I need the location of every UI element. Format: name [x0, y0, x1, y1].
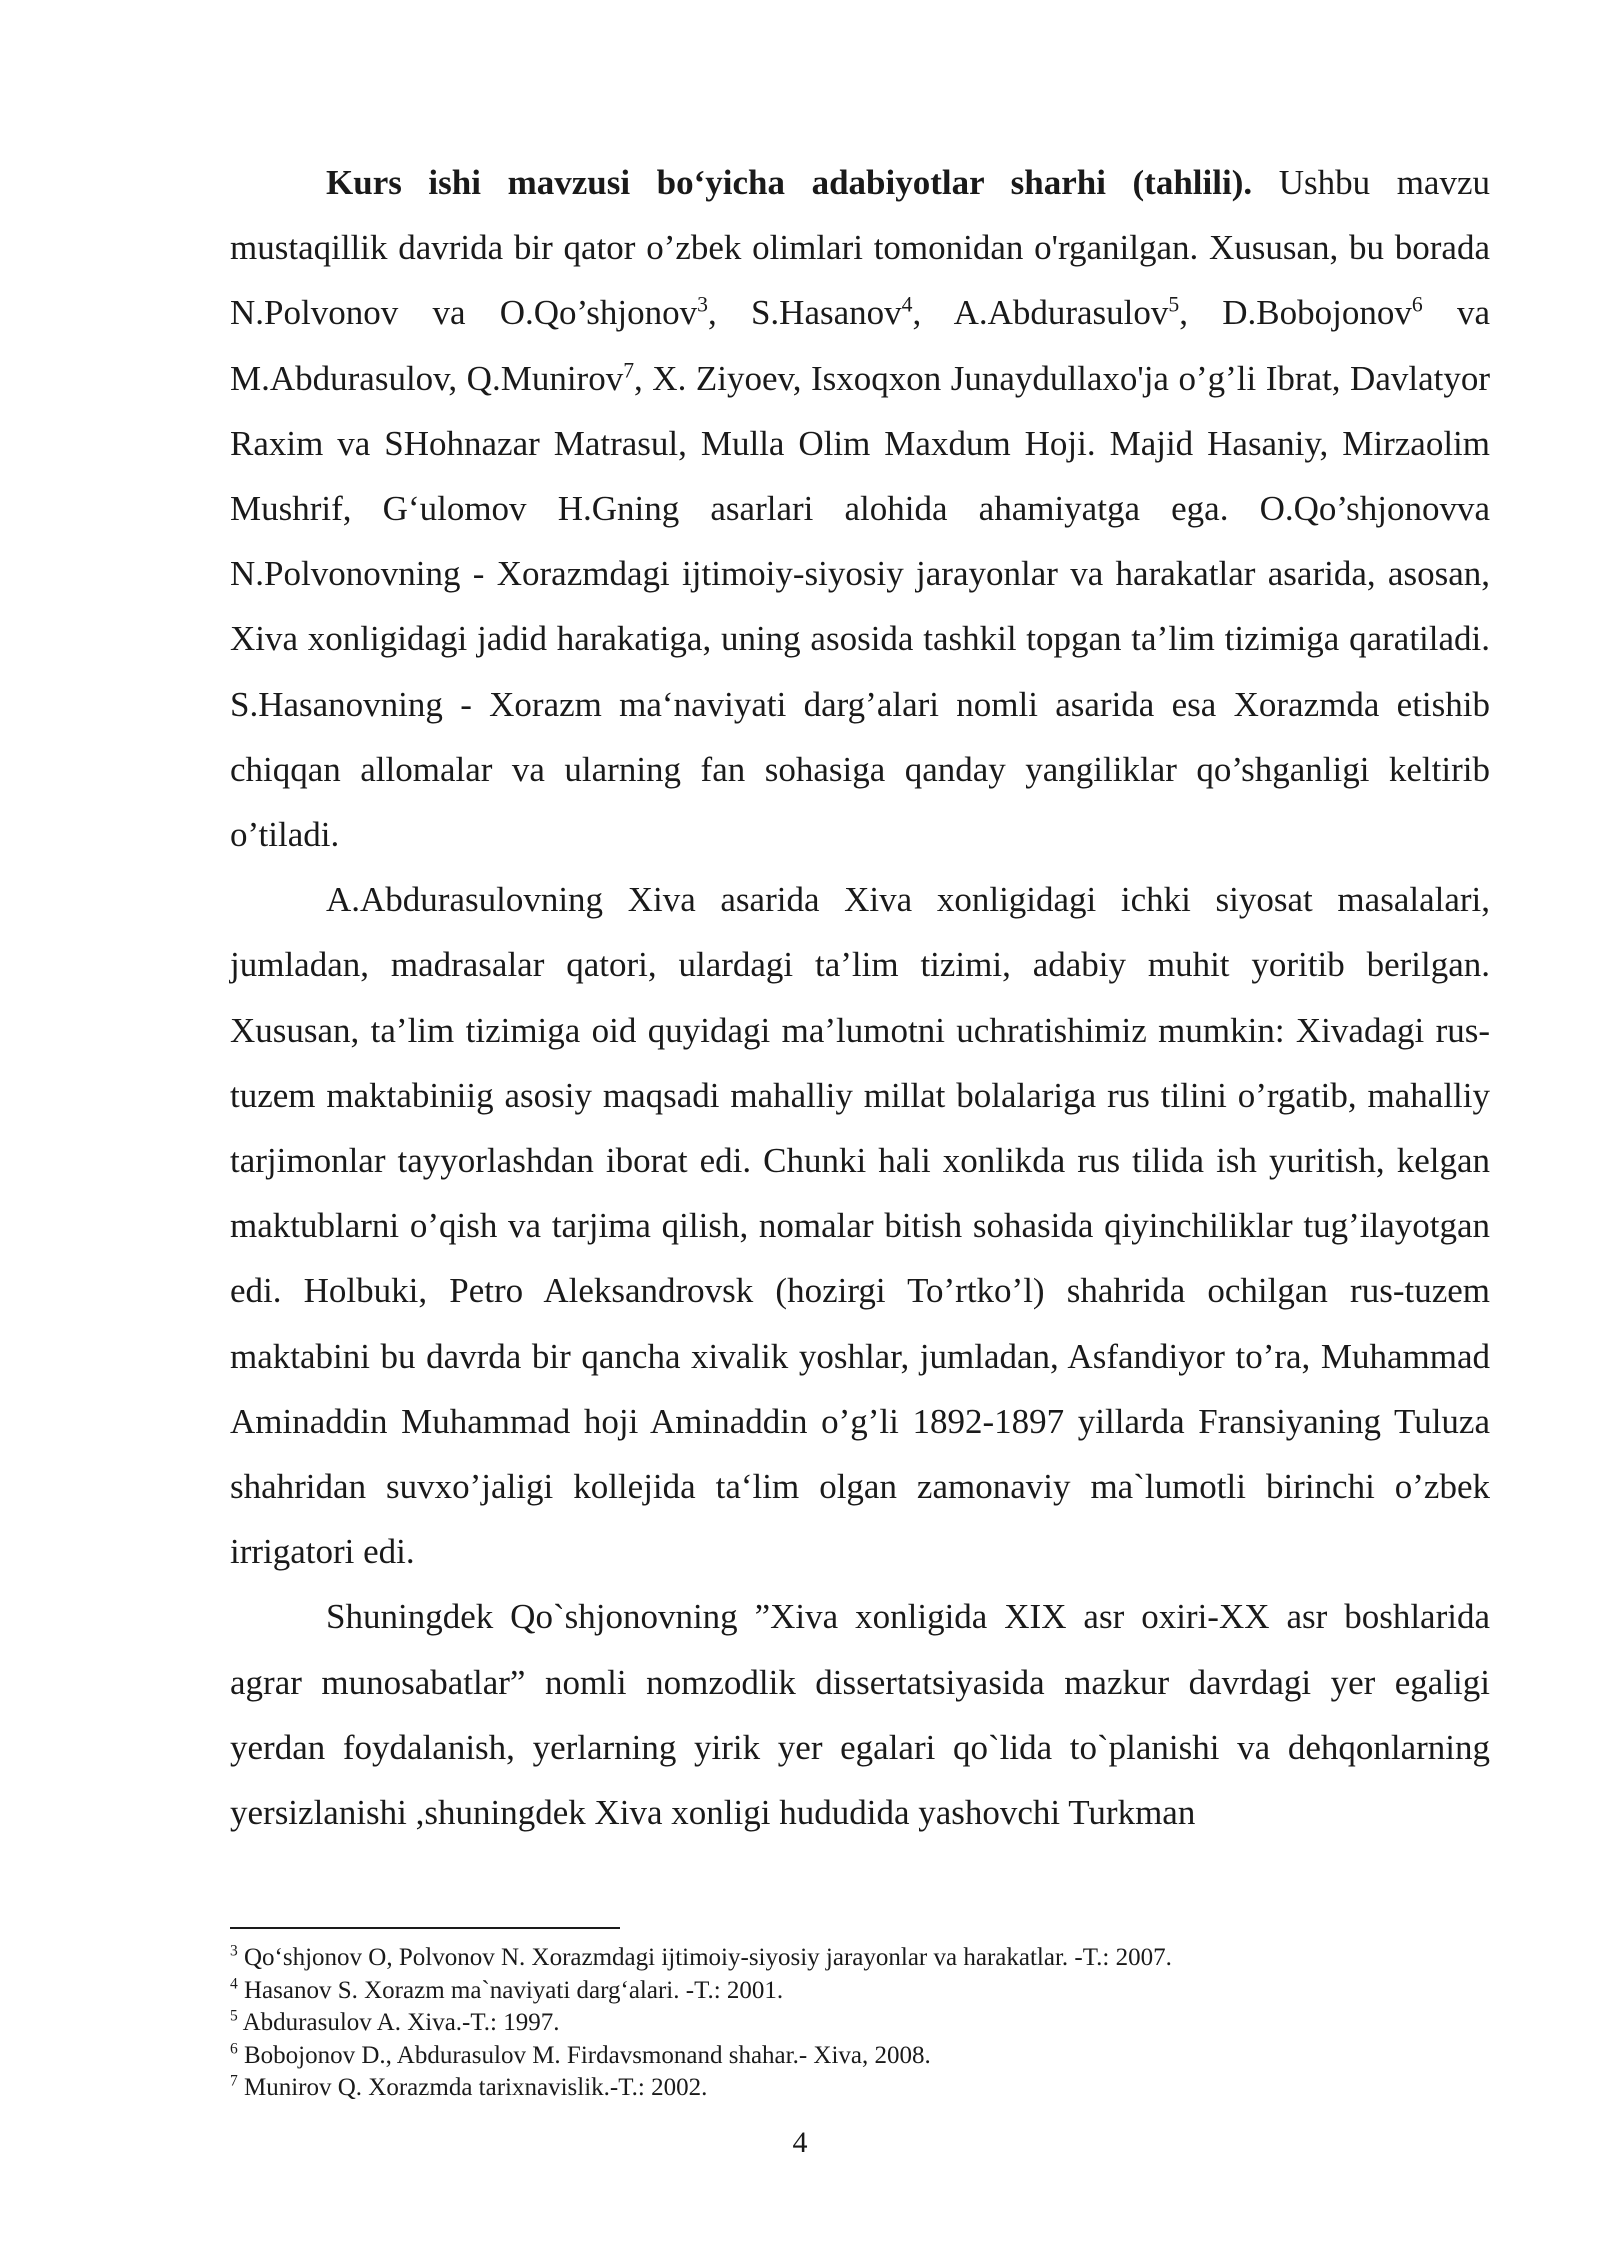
- footnote-ref-3[interactable]: 3: [697, 292, 708, 317]
- footnote-6: [230, 2040, 1490, 2073]
- footnotes: [230, 1942, 1490, 2105]
- text-run: va M.Abdurasulov, Q.Munirov: [230, 293, 1490, 398]
- text-run: , X. Ziyoev, Isxoqxon Junaydullaxo'ja o’g’li Ibrat, Davlatyor Raxim va SHohnazar Matrasul, Mulla Olim Maxdum Hoji. Majid Hasaniy, Mirzaolim Mushrif, G‘ulomov H.Gning asarlari alohida ahamiyatga ega. O.Qo’shjonovva N.Polvonovning - Xorazmdagi ijtimoiy-siyosiy jarayonlar va harakatlar asarida, asosan, Xiva xonligidagi jadid harakatiga, uning asosida tashkil topgan ta’lim tizimiga qaratiladi. S.Hasanovning - Xorazm ma‘naviyati darg’alari nomli asarida esa Xorazmda etishib chiqqan allomalar va ularning fan sohasiga qanday yangiliklar qo’shganligi keltirib o’tiladi.: [230, 358, 1490, 855]
- footnote-5: [230, 2007, 1490, 2040]
- footnote-separator: [230, 1927, 620, 1929]
- footnote-ref-4[interactable]: 4: [901, 292, 913, 317]
- paragraph-abdurasulov: A.Abdurasulovning Xiva asarida Xiva xonligidagi ichki siyosat masalalari, jumladan, madrasalar qatori, ulardagi ta’lim tizimi, adabiy muhit yoritib berilgan. Xususan, ta’lim tizimiga oid quyidagi ma’lumotni uchratishimiz mumkin: Xivadagi rus-tuzem maktabiniig asosiy maqsadi mahalliy millat bolalariga rus tilini o’rgatib, mahalliy tarjimonlar tayyorlashdan iborat edi. Chunki hali xonlikda rus tilida ish yuritish, kelgan maktublarni o’qish va tarjima qilish, nomalar bitish sohasida qiyinchiliklar tug’ilayotgan edi. Holbuki, Petro Aleksandrovsk (hozirgi To’rtko’l) shahrida ochilgan rus-tuzem maktabini bu davrda bir qancha xivalik yoshlar, jumladan, Asfandiyor to’ra, Muhammad Aminaddin Muhammad hoji Aminaddin o’g’li 1892-1897 yillarda Fransiyaning Tuluza shahridan suvxo’jaligi kollejida ta‘lim olgan zamonaviy ma`lumotli birinchi o’zbek irrigatori edi.: [230, 880, 1490, 1572]
- footnote-number: 5: [230, 2007, 238, 2025]
- footnote-ref-7[interactable]: 7: [623, 357, 635, 382]
- text-run: , S.Hasanov: [707, 293, 902, 333]
- body-text: [230, 150, 1490, 1845]
- page-number: 4: [792, 2126, 808, 2159]
- footnote-text: Abdurasulov A. Xiva.-T.: 1997.: [237, 2009, 560, 2036]
- text-run: , D.Bobojonov: [1179, 293, 1412, 333]
- text-run: , A.Abdurasulov: [912, 293, 1169, 333]
- footnote-number: 6: [230, 2040, 238, 2058]
- text-run: Ushbu mavzu mustaqillik davrida bir qator o’zbek olimlari tomonidan o'rganilgan. Xususan, bu borada N.Polvonov va O.Qo’shjonov: [230, 163, 1490, 333]
- footnote-ref-5[interactable]: 5: [1168, 292, 1180, 317]
- footnote-4: [230, 1975, 1490, 2008]
- footnote-text: Bobojonov D., Abdurasulov M. Firdavsmonand shahar.- Xiva, 2008.: [237, 2041, 931, 2069]
- footnote-ref-6[interactable]: 6: [1411, 292, 1423, 317]
- footnote-number: 7: [230, 2072, 238, 2090]
- footnote-7: [230, 2072, 1490, 2105]
- footnote-number: 3: [230, 1942, 238, 1960]
- paragraph-qoshjonov: Shuningdek Qo`shjonovning ”Xiva xonligida XIX asr oxiri-XX asr boshlarida agrar munosabatlar” nomli nomzodlik dissertatsiyasida mazkur davrdagi yer egaligi yerdan foydalanish, yerlarning yirik yer egalari qo`lida to`planishi va dehqonlarning yersizlanishi ,shuningdek Xiva xonligi hududida yashovchi Turkman: [230, 1597, 1490, 1833]
- footnote-text: Munirov Q. Xorazmda tarixnavislik.-T.: 2002.: [237, 2074, 708, 2101]
- paragraph-literature-review: [230, 150, 1490, 867]
- footnote-text: Qo‘shjonov O, Polvonov N. Xorazmdagi ijtimoiy-siyosiy jarayonlar va harakatlar. -T.: 2007.: [237, 1944, 1172, 1971]
- footnote-3: [230, 1942, 1490, 1975]
- footnote-number: 4: [230, 1975, 238, 1993]
- section-heading: Kurs ishi mavzusi bo‘yicha adabiyotlar sharhi (tahlili).: [326, 163, 1253, 202]
- footnote-text: Hasanov S. Xorazm ma`naviyati darg‘alari. -T.: 2001.: [237, 1976, 784, 2004]
